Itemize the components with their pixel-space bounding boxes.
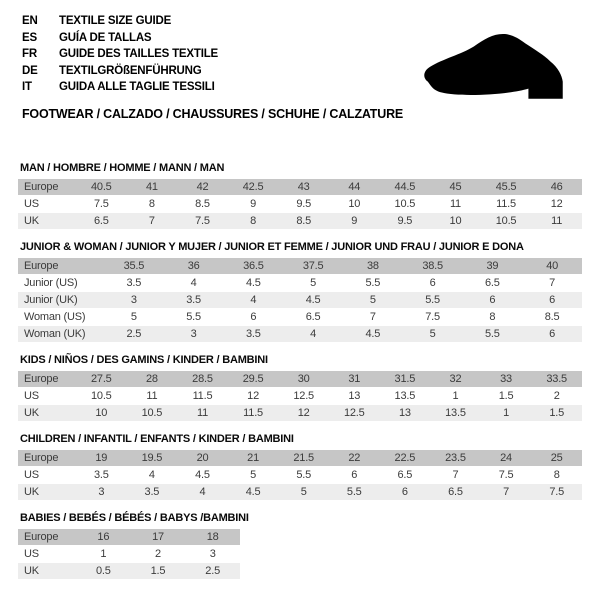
size-cell: 3 bbox=[164, 326, 224, 343]
size-cell: 7 bbox=[343, 309, 403, 326]
table-row bbox=[18, 292, 582, 309]
size-cell: 4 bbox=[164, 275, 224, 292]
row-label: US bbox=[18, 467, 76, 484]
size-cell: 5.5 bbox=[278, 467, 329, 484]
size-cell: 5 bbox=[278, 484, 329, 501]
size-cell: 9.5 bbox=[278, 196, 329, 213]
size-cell: 33.5 bbox=[531, 371, 582, 388]
size-cell: 4 bbox=[177, 484, 228, 501]
size-cell: 13 bbox=[329, 388, 380, 405]
size-cell: 9.5 bbox=[380, 213, 431, 230]
table-row bbox=[18, 484, 582, 501]
table-row bbox=[18, 467, 582, 484]
size-cell: 8 bbox=[463, 309, 523, 326]
table-row bbox=[18, 450, 582, 467]
row-label: Junior (US) bbox=[18, 275, 104, 292]
size-cell: 44 bbox=[329, 179, 380, 196]
size-cell: 6.5 bbox=[76, 213, 127, 230]
size-table-junior_woman bbox=[18, 258, 582, 343]
size-cell: 18 bbox=[185, 529, 240, 546]
size-cell: 4.5 bbox=[224, 275, 284, 292]
language-label: GUIDA ALLE TAGLIE TESSILI bbox=[59, 81, 215, 93]
size-cell: 42 bbox=[177, 179, 228, 196]
row-label: Europe bbox=[18, 450, 76, 467]
table-row bbox=[18, 546, 240, 563]
size-cell: 11.5 bbox=[228, 405, 279, 422]
size-cell: 7 bbox=[481, 484, 532, 501]
size-table-section-children bbox=[18, 433, 582, 501]
table-row bbox=[18, 371, 582, 388]
table-row bbox=[18, 196, 582, 213]
table-row bbox=[18, 275, 582, 292]
size-cell: 6 bbox=[463, 292, 523, 309]
size-cell: 3 bbox=[76, 484, 127, 501]
size-cell: 1 bbox=[430, 388, 481, 405]
size-cell: 23.5 bbox=[430, 450, 481, 467]
table-row bbox=[18, 179, 582, 196]
size-cell: 6 bbox=[522, 326, 582, 343]
size-cell: 5 bbox=[283, 275, 343, 292]
language-label: TEXTILE SIZE GUIDE bbox=[59, 15, 172, 27]
size-cell: 12.5 bbox=[329, 405, 380, 422]
size-table-man bbox=[18, 179, 582, 230]
size-cell: 1.5 bbox=[481, 388, 532, 405]
size-cell: 7 bbox=[127, 213, 178, 230]
size-cell: 6 bbox=[522, 292, 582, 309]
size-cell: 28 bbox=[127, 371, 178, 388]
size-cell: 6.5 bbox=[430, 484, 481, 501]
size-cell: 11.5 bbox=[177, 388, 228, 405]
size-cell: 1 bbox=[481, 405, 532, 422]
table-row bbox=[18, 309, 582, 326]
size-cell: 7.5 bbox=[76, 196, 127, 213]
size-cell: 11.5 bbox=[481, 196, 532, 213]
row-label: UK bbox=[18, 484, 76, 501]
size-cell: 36.5 bbox=[224, 258, 284, 275]
size-cell: 11 bbox=[177, 405, 228, 422]
size-cell: 6.5 bbox=[380, 467, 431, 484]
size-cell: 29.5 bbox=[228, 371, 279, 388]
size-cell: 12.5 bbox=[278, 388, 329, 405]
size-cell: 5 bbox=[343, 292, 403, 309]
size-cell: 1 bbox=[76, 546, 131, 563]
size-cell: 45 bbox=[430, 179, 481, 196]
size-cell: 2.5 bbox=[185, 563, 240, 580]
size-cell: 31 bbox=[329, 371, 380, 388]
table-row bbox=[18, 213, 582, 230]
size-cell: 38 bbox=[343, 258, 403, 275]
row-label: Europe bbox=[18, 529, 76, 546]
size-cell: 10.5 bbox=[481, 213, 532, 230]
language-label: TEXTILGRÖßENFÜHRUNG bbox=[59, 64, 202, 77]
size-cell: 27.5 bbox=[76, 371, 127, 388]
size-cell: 4.5 bbox=[283, 292, 343, 309]
section-title: MAN / HOMBRE / HOMME / MANN / MAN bbox=[20, 162, 225, 174]
size-cell: 24 bbox=[481, 450, 532, 467]
size-cell: 3.5 bbox=[127, 484, 178, 501]
size-cell: 10.5 bbox=[127, 405, 178, 422]
size-table-section-man bbox=[18, 162, 582, 230]
size-cell: 8.5 bbox=[278, 213, 329, 230]
language-code: DE bbox=[22, 64, 38, 77]
size-cell: 12 bbox=[228, 388, 279, 405]
size-cell: 7.5 bbox=[531, 484, 582, 501]
size-cell: 6 bbox=[329, 467, 380, 484]
size-cell: 28.5 bbox=[177, 371, 228, 388]
size-cell: 4 bbox=[127, 467, 178, 484]
size-cell: 41 bbox=[127, 179, 178, 196]
row-label: UK bbox=[18, 213, 76, 230]
section-title: BABIES / BEBÉS / BÉBÉS / BABYS /BAMBINI bbox=[20, 512, 249, 524]
size-cell: 17 bbox=[131, 529, 186, 546]
size-cell: 25 bbox=[531, 450, 582, 467]
size-cell: 3 bbox=[104, 292, 164, 309]
size-cell: 9 bbox=[228, 196, 279, 213]
size-cell: 22 bbox=[329, 450, 380, 467]
size-cell: 12 bbox=[531, 196, 582, 213]
language-label: GUIDE DES TAILLES TEXTILE bbox=[59, 48, 218, 60]
row-label: Europe bbox=[18, 371, 76, 388]
size-cell: 6.5 bbox=[463, 275, 523, 292]
size-cell: 10.5 bbox=[76, 388, 127, 405]
size-cell: 8 bbox=[228, 213, 279, 230]
size-cell: 8.5 bbox=[177, 196, 228, 213]
size-cell: 5.5 bbox=[463, 326, 523, 343]
size-cell: 1.5 bbox=[531, 405, 582, 422]
size-table-section-babies bbox=[18, 512, 582, 580]
dress-shoe-icon bbox=[420, 26, 576, 106]
size-cell: 38.5 bbox=[403, 258, 463, 275]
category-title: FOOTWEAR / CALZADO / CHAUSSURES / SCHUHE / CALZATURE bbox=[22, 106, 404, 121]
size-cell: 33 bbox=[481, 371, 532, 388]
size-cell: 20 bbox=[177, 450, 228, 467]
size-cell: 7.5 bbox=[177, 213, 228, 230]
size-cell: 4 bbox=[283, 326, 343, 343]
size-cell: 3.5 bbox=[104, 275, 164, 292]
size-cell: 4 bbox=[224, 292, 284, 309]
size-cell: 13.5 bbox=[430, 405, 481, 422]
size-cell: 2 bbox=[531, 388, 582, 405]
table-row bbox=[18, 405, 582, 422]
row-label: Junior (UK) bbox=[18, 292, 104, 309]
table-row bbox=[18, 326, 582, 343]
row-label: Woman (US) bbox=[18, 309, 104, 326]
size-cell: 6 bbox=[403, 275, 463, 292]
size-cell: 7 bbox=[430, 467, 481, 484]
size-cell: 3 bbox=[185, 546, 240, 563]
size-cell: 21.5 bbox=[278, 450, 329, 467]
size-cell: 7.5 bbox=[403, 309, 463, 326]
size-cell: 19.5 bbox=[127, 450, 178, 467]
section-title: CHILDREN / INFANTIL / ENFANTS / KINDER / BAMBINI bbox=[20, 433, 294, 445]
size-cell: 46 bbox=[531, 179, 582, 196]
size-cell: 39 bbox=[463, 258, 523, 275]
table-row bbox=[18, 388, 582, 405]
size-table-kids bbox=[18, 371, 582, 422]
size-cell: 8 bbox=[531, 467, 582, 484]
size-cell: 7 bbox=[522, 275, 582, 292]
size-cell: 6 bbox=[380, 484, 431, 501]
size-cell: 4.5 bbox=[177, 467, 228, 484]
size-cell: 10.5 bbox=[380, 196, 431, 213]
size-cell: 10 bbox=[430, 213, 481, 230]
size-cell: 7.5 bbox=[481, 467, 532, 484]
size-cell: 37.5 bbox=[283, 258, 343, 275]
size-table-babies bbox=[18, 529, 240, 580]
language-code: EN bbox=[22, 15, 38, 27]
size-cell: 11 bbox=[531, 213, 582, 230]
size-cell: 13.5 bbox=[380, 388, 431, 405]
row-label: US bbox=[18, 388, 76, 405]
size-cell: 40 bbox=[522, 258, 582, 275]
size-cell: 6 bbox=[224, 309, 284, 326]
table-row bbox=[18, 563, 240, 580]
row-label: UK bbox=[18, 405, 76, 422]
size-cell: 16 bbox=[76, 529, 131, 546]
size-cell: 19 bbox=[76, 450, 127, 467]
size-cell: 8.5 bbox=[522, 309, 582, 326]
size-cell: 3.5 bbox=[224, 326, 284, 343]
size-table-section-kids bbox=[18, 354, 582, 422]
table-row bbox=[18, 529, 240, 546]
size-cell: 5.5 bbox=[329, 484, 380, 501]
table-row bbox=[18, 258, 582, 275]
size-cell: 12 bbox=[278, 405, 329, 422]
size-cell: 36 bbox=[164, 258, 224, 275]
size-cell: 5 bbox=[104, 309, 164, 326]
size-cell: 42.5 bbox=[228, 179, 279, 196]
size-cell: 35.5 bbox=[104, 258, 164, 275]
row-label: Europe bbox=[18, 258, 104, 275]
row-label: UK bbox=[18, 563, 76, 580]
size-cell: 4.5 bbox=[228, 484, 279, 501]
size-cell: 4.5 bbox=[343, 326, 403, 343]
size-cell: 10 bbox=[76, 405, 127, 422]
size-cell: 40.5 bbox=[76, 179, 127, 196]
language-code: FR bbox=[22, 48, 37, 60]
size-cell: 5 bbox=[403, 326, 463, 343]
size-cell: 3.5 bbox=[164, 292, 224, 309]
size-cell: 5.5 bbox=[164, 309, 224, 326]
row-label: US bbox=[18, 196, 76, 213]
size-cell: 8 bbox=[127, 196, 178, 213]
language-code: IT bbox=[22, 81, 32, 93]
size-cell: 5.5 bbox=[343, 275, 403, 292]
size-cell: 10 bbox=[329, 196, 380, 213]
section-title: JUNIOR & WOMAN / JUNIOR Y MUJER / JUNIOR ET FEMME / JUNIOR UND FRAU / JUNIOR E DONA bbox=[20, 241, 524, 253]
size-cell: 31.5 bbox=[380, 371, 431, 388]
size-table-children bbox=[18, 450, 582, 501]
size-tables bbox=[18, 162, 582, 591]
size-cell: 2 bbox=[131, 546, 186, 563]
language-label: GUÍA DE TALLAS bbox=[59, 31, 152, 44]
language-code: ES bbox=[22, 31, 37, 44]
row-label: Woman (UK) bbox=[18, 326, 104, 343]
size-cell: 9 bbox=[329, 213, 380, 230]
row-label: Europe bbox=[18, 179, 76, 196]
size-cell: 32 bbox=[430, 371, 481, 388]
size-cell: 1.5 bbox=[131, 563, 186, 580]
size-cell: 13 bbox=[380, 405, 431, 422]
size-cell: 44.5 bbox=[380, 179, 431, 196]
size-cell: 45.5 bbox=[481, 179, 532, 196]
size-table-section-junior_woman bbox=[18, 241, 582, 343]
size-cell: 0.5 bbox=[76, 563, 131, 580]
size-cell: 6.5 bbox=[283, 309, 343, 326]
section-title: KIDS / NIÑOS / DES GAMINS / KINDER / BAMBINI bbox=[20, 354, 268, 366]
size-cell: 22.5 bbox=[380, 450, 431, 467]
size-cell: 21 bbox=[228, 450, 279, 467]
size-cell: 5 bbox=[228, 467, 279, 484]
size-cell: 43 bbox=[278, 179, 329, 196]
size-cell: 11 bbox=[127, 388, 178, 405]
size-cell: 30 bbox=[278, 371, 329, 388]
size-cell: 5.5 bbox=[403, 292, 463, 309]
size-cell: 11 bbox=[430, 196, 481, 213]
row-label: US bbox=[18, 546, 76, 563]
size-cell: 2.5 bbox=[104, 326, 164, 343]
size-cell: 3.5 bbox=[76, 467, 127, 484]
